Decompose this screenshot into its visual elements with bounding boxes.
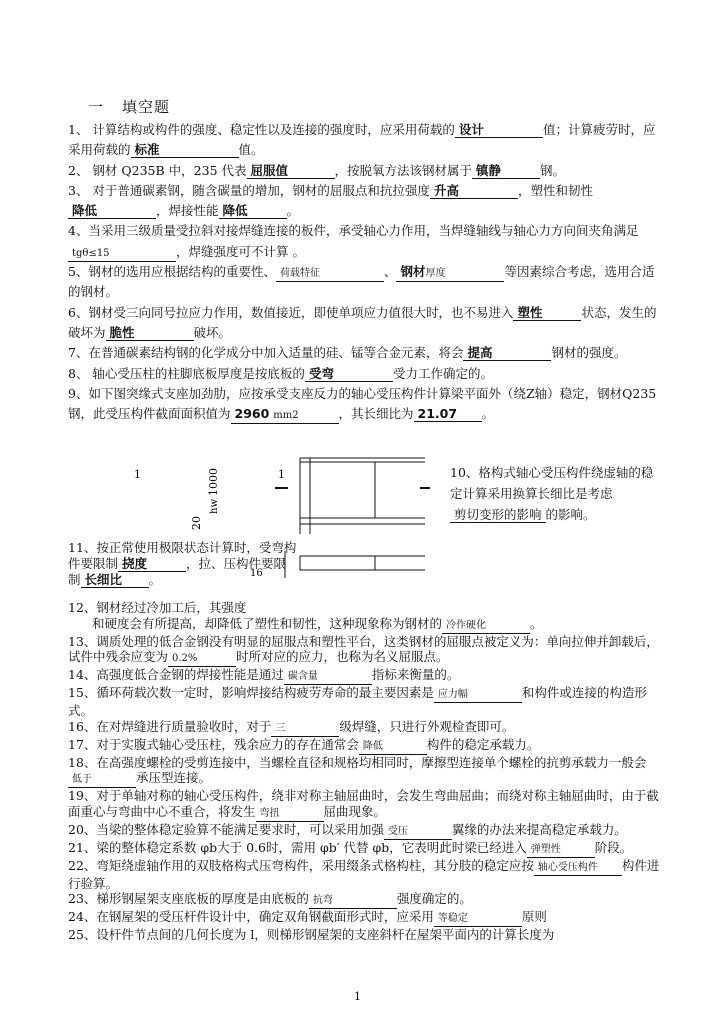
q21-answer: 弹塑性	[527, 842, 595, 858]
q8-answer-1: 受弯	[305, 366, 393, 382]
q18-answer: 低于	[68, 772, 136, 788]
q21-text-2: 阶段。	[594, 839, 633, 855]
q15-text: 15、循环荷载次数一定时，影响焊接结构疲劳寿命的最主要因素是	[68, 685, 434, 700]
fig-label-2: 1	[278, 468, 285, 481]
q17-text: 17、对于实腹式轴心受压柱，残余应力的存在通常会	[68, 736, 359, 752]
q17-answer: 降低	[359, 739, 427, 755]
q23-text: 23、梯形钢屋架支座底板的厚度是由底板的	[68, 891, 309, 906]
question-18	[68, 755, 664, 789]
q14-text-2: 指标来衡量的。	[371, 667, 460, 682]
q15-text-2: 和构件或连接的构造形式。	[68, 685, 647, 718]
q3-text-3: ，焊接性能	[156, 203, 219, 219]
q11-answer-1: 挠度	[118, 556, 186, 572]
question-25	[68, 927, 664, 943]
q10-text: 10、格构式轴心受压构件绕虚轴的稳定计算采用换算长细比是考虑	[450, 465, 654, 501]
q9-text-2: ，其长细比为	[338, 406, 414, 422]
q3-answer-3: 降低	[219, 203, 287, 219]
q12-text-3: 。	[530, 615, 543, 631]
q1-text: 1、 计算结构或构件的强度、稳定性以及连接的强度时，应采用荷载的	[68, 122, 455, 137]
q19-text-2: 屈曲现象。	[323, 803, 387, 819]
q1-answer-1: 设计	[455, 122, 543, 138]
q10-text-2: 的影响。	[545, 507, 596, 522]
question-7	[68, 343, 664, 363]
q3-text-4: 。	[286, 203, 300, 219]
q20-answer: 受压	[384, 824, 452, 840]
q12-answer: 冷作硬化	[442, 618, 530, 634]
q16-answer: 三	[271, 721, 339, 737]
question-5	[68, 262, 664, 303]
fig-thickness-2: 16	[250, 568, 263, 579]
question-13	[68, 634, 664, 668]
q3-text: 3、 对于普通碳素钢，随含碳量的增加，钢材的屈服点和抗拉强度	[68, 182, 430, 198]
q2-text-2: ，按脱氧方法该钢材属于	[334, 162, 473, 178]
q7-text: 7、在普通碳素结构钢的化学成分中加入适量的硅、锰等合金元素，将会	[68, 345, 464, 361]
q16-text: 16、在对焊缝进行质量验收时，对于	[68, 718, 272, 734]
q19-answer: 弯扭	[256, 806, 324, 822]
q17-text-2: 构件的稳定承载力。	[426, 736, 540, 752]
question-15	[68, 685, 664, 719]
q5-text-2: 、	[383, 264, 397, 280]
q9-answer-1-unit: mm2	[273, 410, 299, 422]
q5-text-3: 等因素综合考虑，选用合适的钢材。	[68, 264, 655, 300]
q2-answer-2: 镇静	[472, 163, 540, 179]
q2-text-3: 钢。	[540, 162, 566, 178]
q18-text: 18、在高强度螺栓的受剪连接中，当螺栓直径和规格均相同时，摩擦型连接单个螺栓的抗剪承载力一般会	[68, 754, 647, 770]
question-24	[68, 909, 664, 927]
figure-lines	[275, 458, 430, 578]
q7-text-2: 钢材的强度。	[551, 345, 627, 361]
q9-answer-2: 21.07	[414, 406, 482, 422]
q13-text: 13、调质处理的低合金钢没有明显的屈服点和塑性平台，这类钢材的屈服点被定义为：单向拉伸并卸载后，试件中残余应变为	[68, 633, 659, 664]
q21-text: 21、梁的整体稳定系数 φb大于 0.6时，需用 φb′ 代替 φb，它表明此时梁已经进入	[68, 839, 527, 855]
q11-text: 11、按正常使用极限状态计算时，受弯构件要限制	[68, 540, 297, 571]
question-12	[68, 600, 664, 634]
q5-answer-1: 荷载特征	[276, 266, 384, 282]
section-number: 一	[88, 98, 105, 116]
q15-answer: 应力幅	[434, 687, 522, 703]
questions-1-9	[68, 120, 664, 424]
q11-text-2: ，拉、压构件要限制	[68, 556, 287, 587]
question-4	[68, 221, 664, 262]
fig-label-1: 1	[134, 468, 141, 481]
question-14	[68, 667, 664, 685]
fig-thickness: 20	[190, 516, 203, 530]
q4-text-2: ，焊缝强度可不计算 。	[176, 243, 305, 259]
q6-text-3: 破坏。	[193, 324, 232, 340]
q9-text-3: 。	[481, 406, 495, 422]
q22-answer: 轴心受压构件	[534, 860, 622, 876]
q16-text-2: 级焊缝，只进行外观检查即可。	[339, 718, 515, 734]
q25-text: 25、设杆件节点间的几何长度为 l，则梯形钢屋架的支座斜杆在屋架平面内的计算长度为	[68, 927, 555, 942]
question-2	[68, 161, 664, 181]
q6-answer-1: 塑性	[513, 305, 581, 321]
question-19	[68, 788, 664, 822]
question-16	[68, 719, 664, 737]
q18-text-2: 承压型连接。	[136, 770, 212, 785]
question-17	[68, 737, 664, 755]
q4-answer-1: tgθ≤15	[68, 246, 176, 262]
q22-text: 22、弯矩绕虚轴作用的双肢格构式压弯构件，采用缀条式格构柱，其分肢的稳定应按	[68, 857, 534, 873]
q11-answer-2: 长细比	[81, 572, 149, 588]
q5-answer-2: 钢材	[400, 264, 426, 280]
question-11	[68, 540, 298, 588]
q9-answer-1: 2960	[234, 406, 270, 422]
question-6	[68, 303, 664, 344]
q24-answer: 等稳定	[434, 911, 522, 927]
q6-text-2: 状态，发生的破坏为	[68, 304, 657, 340]
q3-answer-2: 降低	[68, 203, 156, 219]
q6-text: 6、钢材受三向同号拉应力作用，数值接近，即使单项应力值很大时，也不易进入	[68, 304, 514, 320]
q9-text: 9、如下图突缘式支座加劲肋，应按承受支座反力的轴心受压构件计算梁平面外（绕Z轴）稳定，钢材Q235钢，此受压构件截面面积值为	[68, 385, 657, 422]
q2-answer-1: 屈服值	[247, 163, 335, 179]
q3-text-2: ，塑性和韧性	[517, 182, 593, 198]
q7-answer-1: 提高	[463, 345, 551, 361]
q24-text-2: 原则	[521, 909, 547, 924]
fig-hw-label: hw	[209, 499, 220, 514]
q8-text: 8、 轴心受压柱的柱脚底板厚度是按底板的	[68, 365, 305, 381]
question-8	[68, 364, 664, 384]
q3-answer-1: 升高	[430, 183, 518, 199]
section-title	[88, 96, 170, 117]
q5-answer-2-suffix: 厚度	[425, 268, 446, 280]
q20-text-2: 翼缘的办法来提高稳定承载力。	[451, 821, 627, 837]
page-number: 1	[354, 990, 361, 1003]
q20-text: 20、当梁的整体稳定验算不能满足要求时，可以采用加强	[68, 821, 384, 837]
q12-text: 12、钢材经过冷加工后，其强度	[68, 600, 247, 615]
question-3	[68, 181, 664, 222]
q13-answer: 0.2%	[168, 651, 236, 667]
q1-text-3: 值。	[238, 142, 264, 158]
q12-text-2: 和硬度会有所提高，却降低了塑性和韧性，这种现象称为钢材的	[92, 615, 443, 631]
section-label: 填空题	[122, 98, 171, 116]
q24-text: 24、在钢屋架的受压杆件设计中，确定双角钢截面形式时，应采用	[68, 909, 434, 924]
q13-text-2: 时所对应的应力，也称为名义屈服点。	[236, 649, 449, 664]
q5-text: 5、钢材的选用应根据结构的重要性、	[68, 264, 276, 280]
question-23	[68, 891, 664, 909]
q14-answer: 碳含量	[284, 669, 372, 685]
q23-answer: 抗弯	[309, 893, 397, 909]
q11-text-3: 。	[148, 572, 162, 587]
q2-text: 2、 钢材 Q235B 中，235 代表	[68, 162, 247, 178]
question-10	[450, 462, 664, 525]
q19-text: 19、对于单轴对称的轴心受压构件，绕非对称主轴屈曲时，会发生弯曲屈曲；而绕对称主轴屈曲时，由于截面重心与弯曲中心不重合，将发生	[68, 788, 659, 819]
q23-text-2: 强度确定的。	[396, 891, 472, 906]
q1-answer-2: 标准	[131, 142, 239, 158]
question-22	[68, 858, 664, 892]
q6-answer-2: 脆性	[106, 325, 194, 341]
q4-text: 4、当采用三级质量受拉斜对接焊缝连接的板件，承受轴心力作用，当焊缝轴线与轴心力方向间夹角满足	[68, 223, 639, 239]
questions-12-25	[68, 600, 664, 943]
question-9	[68, 384, 664, 425]
question-20	[68, 822, 664, 840]
q10-answer-1: 剪切变形的影响	[450, 507, 546, 523]
q8-text-2: 受力工作确定的。	[392, 365, 493, 381]
question-1	[68, 120, 664, 161]
fig-dimension: 1000	[207, 468, 220, 496]
question-21	[68, 840, 664, 858]
q1-text-2: 值；计算疲劳时，应采用荷载的	[68, 122, 656, 158]
q22-text-2: 构件进行验算。	[68, 857, 660, 891]
q14-text: 14、高强度低合金钢的焊接性能是通过	[68, 667, 284, 682]
